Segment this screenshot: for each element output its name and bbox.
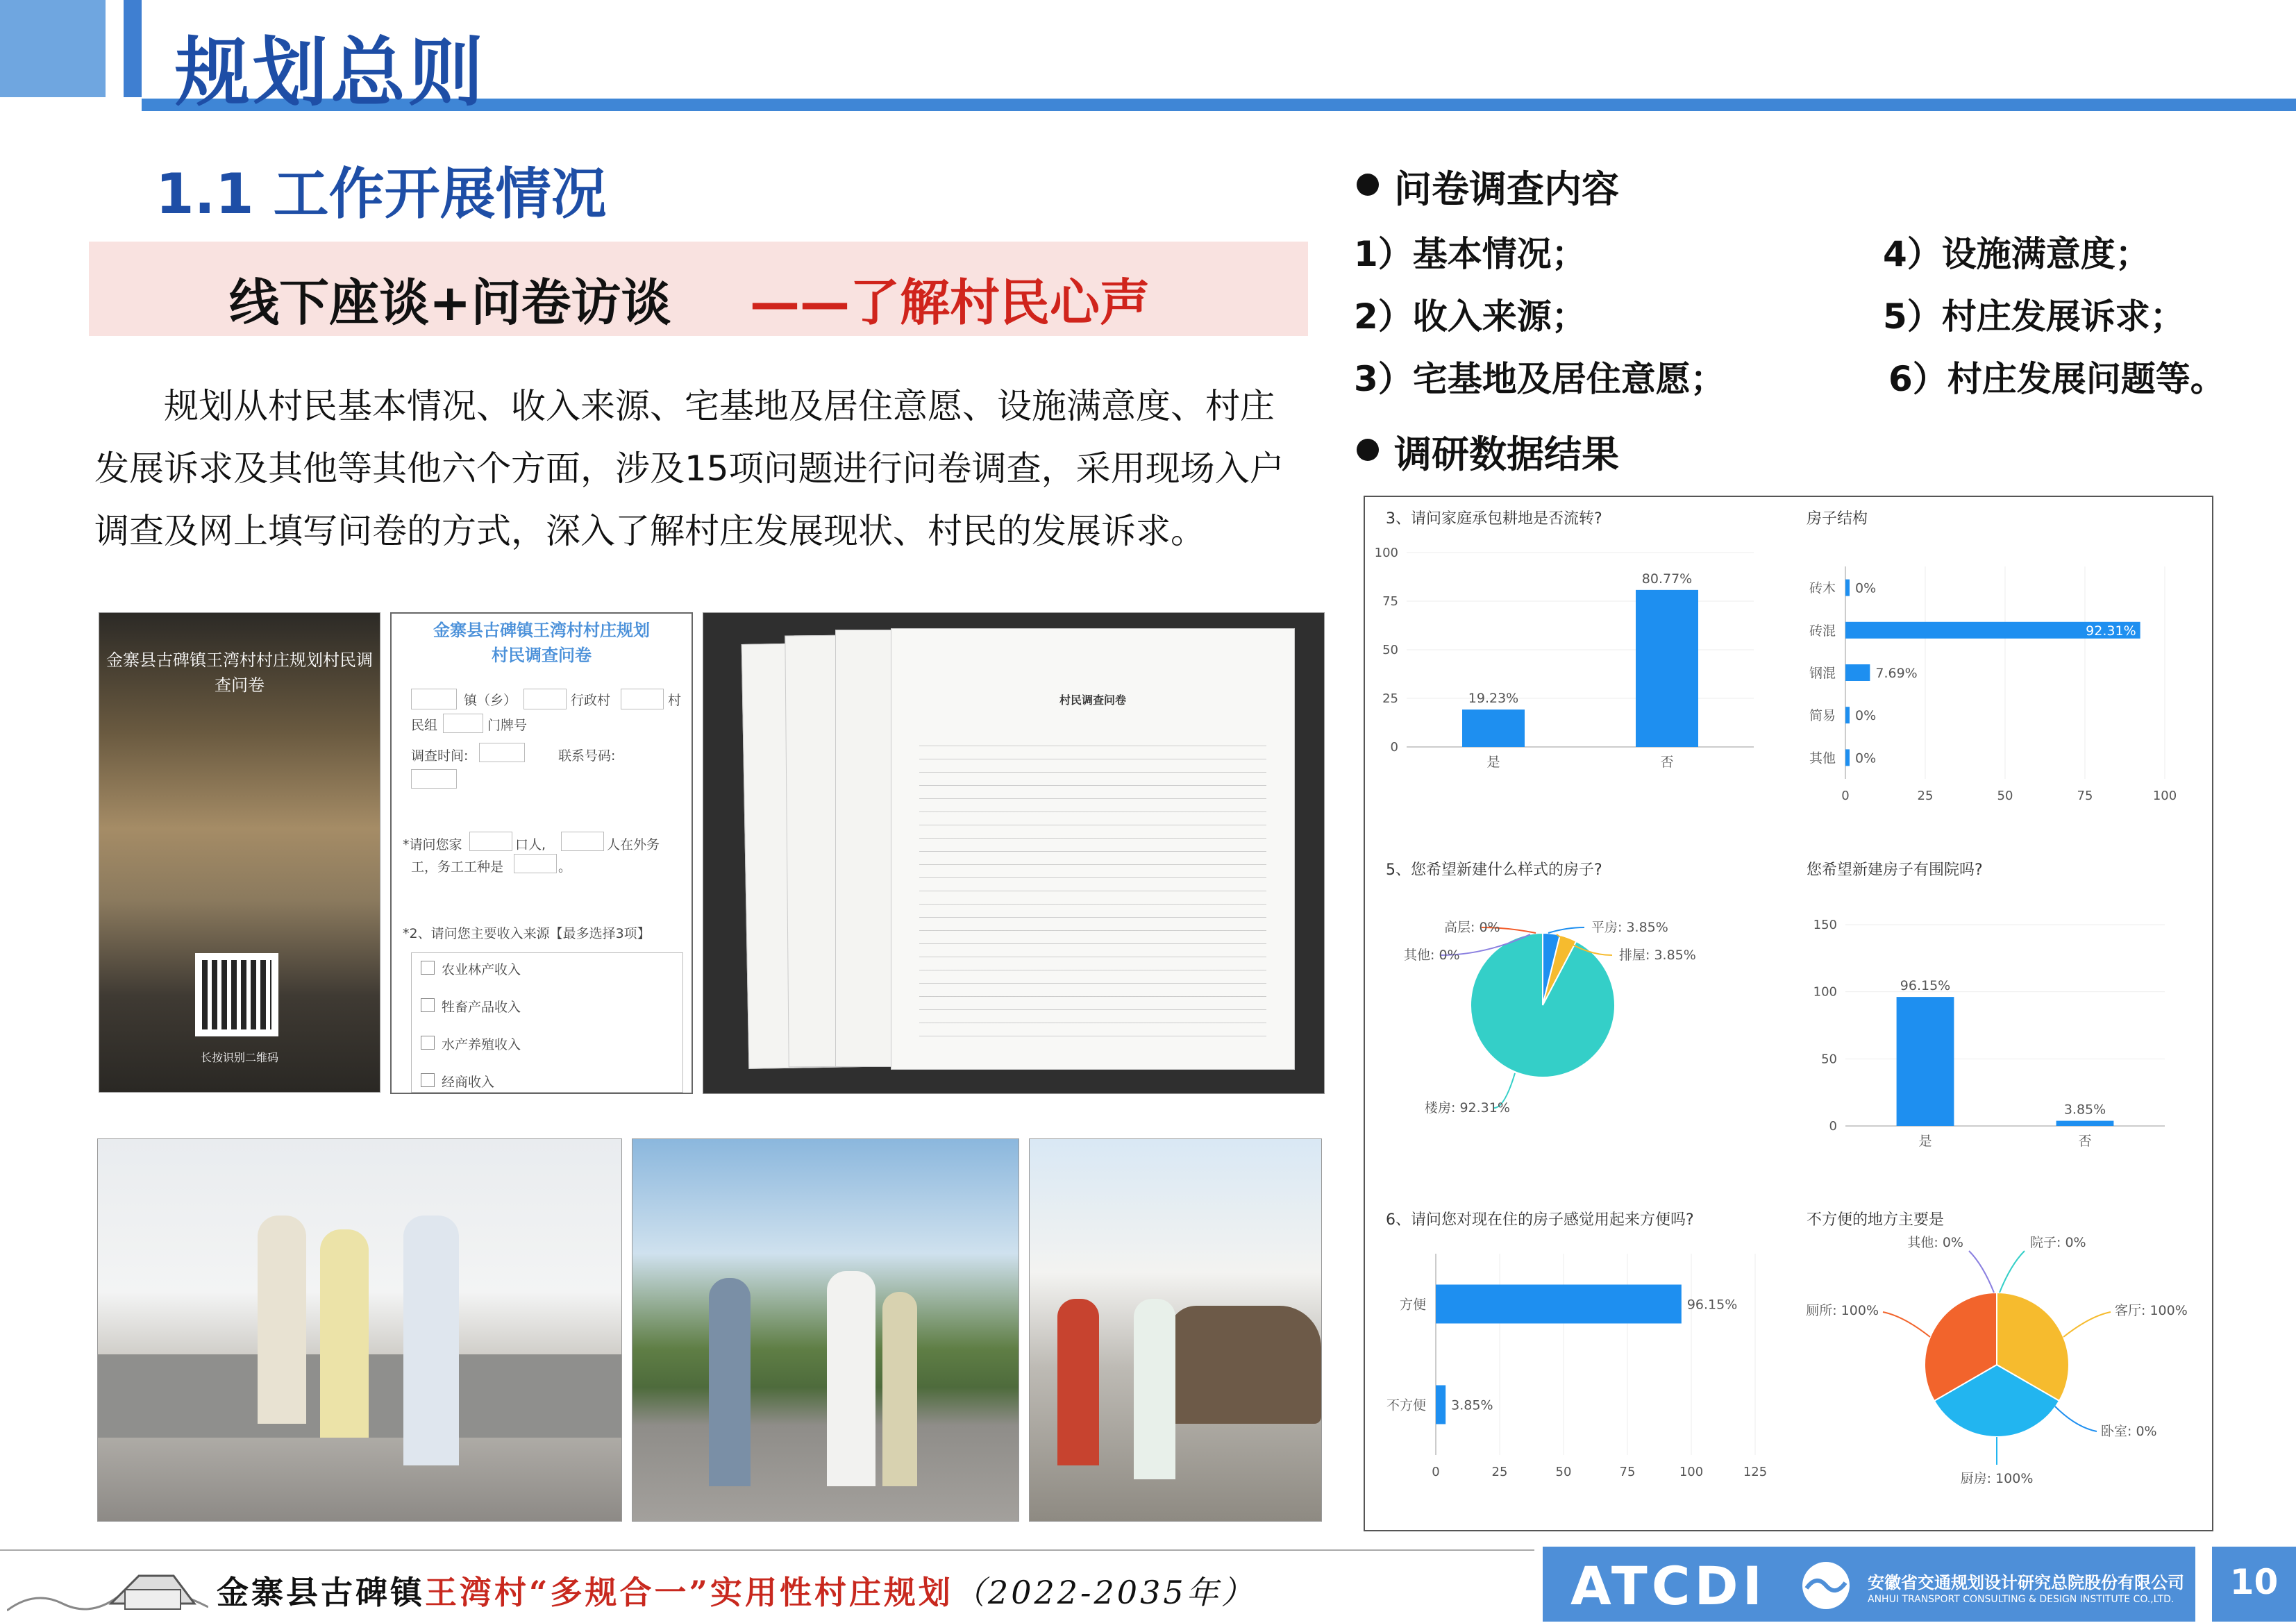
bar [1462,709,1525,747]
bar [1845,580,1850,596]
hamlet-input [621,689,664,709]
income-option: 农业林产收入 [442,962,521,977]
chart-land-transfer [1365,525,1788,851]
slice-label: 其他: 0% [1907,1235,1963,1250]
bar [1436,1285,1682,1324]
form-label: 。 [558,859,572,875]
form-label: 民组 [411,718,438,733]
form-label: 工，务工工种是 [411,859,504,875]
survey-item: 6）村庄发展问题等。 [1888,359,2225,399]
y-tick-label: 25 [1382,691,1398,706]
footer-project-title: 金寨县古碑镇王湾村“多规合一”实用性村庄规划（2022-2035年） [217,1574,1256,1611]
qr-caption: 长按识别二维码 [200,1051,278,1064]
group-input [443,714,483,733]
bullet-icon [1357,174,1379,196]
page-number: 10 [2229,1562,2279,1602]
chart-title: 房子结构 [1807,510,1868,528]
y-tick-label: 0 [1390,740,1398,755]
chart-house-structure [1788,525,2212,851]
income-option: 水产养殖收入 [442,1037,521,1052]
x-tick-label: 25 [1917,789,1934,803]
chart-title: 5、您希望新建什么样式的房子? [1386,861,1602,879]
slice-label: 客厅: 100% [2115,1303,2188,1318]
y-tick-label: 75 [1382,594,1398,609]
banner-right-text: ——了解村民心声 [750,274,1150,332]
logo-mark-icon [1798,1558,1854,1613]
checkbox-icon [421,998,435,1012]
y-tick-label: 钢混 [1809,666,1836,681]
survey-item: 5）村庄发展诉求； [1883,296,2185,337]
leader-line [2055,1406,2097,1431]
form-label: 调查时间: [411,748,469,764]
data-label: 0% [1855,580,1877,596]
paper-title: 村民调查问卷 [1059,693,1126,707]
chart-title: 您希望新建房子有围院吗? [1807,861,1983,879]
people-input [469,832,512,851]
leader-line [1969,1251,1994,1293]
leader-line [2063,1312,2111,1337]
x-tick-label: 是 [1486,755,1500,770]
banner-left-text: 线下座谈+问卷访谈 [229,274,671,332]
page-title: 规划总则 [175,30,487,117]
x-tick-label: 50 [1555,1465,1572,1479]
data-label: 96.15% [1686,1297,1738,1313]
chart-courtyard [1788,879,2212,1191]
form-label: 行政村 [571,693,611,708]
bar [1436,1386,1446,1424]
chart-title: 3、请问家庭承包耕地是否流转? [1386,510,1602,528]
online-form-screenshot [390,612,693,1094]
bar [1897,997,1954,1126]
income-option: 牲畜产品收入 [442,1000,521,1015]
checkbox-icon [421,1073,435,1087]
intro-paragraph: 规划从村民基本情况、收入来源、宅基地及居住意愿、设施满意度、村庄发展诉求及其他等其他六个方面，涉及15项问题进行问卷调查，采用现场入户调查及网上填写问卷的方式，深入了解村庄发展现状、村民的发展诉求。 [94,386,1284,551]
field-visit-photo [632,1138,1019,1522]
phone-input [411,769,457,789]
x-tick-label: 75 [2077,789,2093,803]
header-accent-bar-dark [124,0,142,97]
y-tick-label: 100 [1374,546,1398,560]
paper-questionnaires-photo [703,612,1325,1094]
survey-charts-panel [1364,496,2213,1531]
roadside-interview-photo [1029,1138,1322,1522]
y-tick-label: 其他 [1809,750,1836,766]
qr-code-icon [195,953,278,1036]
chart-convenience [1365,1226,1788,1524]
bar [2056,1121,2114,1126]
x-tick-label: 125 [1743,1465,1768,1479]
slice-label: 平房: 3.85% [1591,920,1668,935]
checkbox-icon [421,1036,435,1050]
survey-item: 3）宅基地及居住意愿； [1354,359,1725,399]
data-label: 7.69% [1875,666,1918,681]
data-label: 3.85% [1451,1397,1493,1413]
y-tick-label: 方便 [1399,1297,1426,1313]
income-option: 经商收入 [442,1075,495,1090]
y-tick-label: 50 [1821,1052,1837,1067]
date-input [479,743,525,762]
results-heading: 调研数据结果 [1394,432,1619,476]
slice-label: 院子: 0% [2030,1235,2086,1250]
y-tick-label: 砖混 [1809,623,1836,639]
poster-title: 金寨县古碑镇王湾村村庄规划村民调查问卷 [106,650,373,695]
slice-label: 卧室: 0% [2101,1424,2157,1439]
x-tick-label: 100 [1679,1465,1704,1479]
data-label: 3.85% [2063,1102,2106,1118]
y-tick-label: 0 [1829,1119,1837,1134]
y-tick-label: 砖木 [1809,580,1836,596]
job-input [514,854,557,873]
chart-title: 6、请问您对现在住的房子感觉用起来方便吗? [1386,1211,1694,1229]
x-tick-label: 50 [1997,789,2013,803]
poster-photo [99,612,380,1093]
section-title: 1.1 工作开展情况 [156,162,607,226]
village-input [523,689,567,709]
leader-line [2000,1251,2025,1293]
form-label: 人在外务 [607,837,660,852]
x-tick-label: 否 [1660,755,1674,770]
bar [1845,749,1850,766]
pie-slice [1470,933,1615,1077]
data-label: 80.77% [1641,571,1693,587]
slice-label: 其他: 0% [1404,948,1460,963]
x-tick-label: 否 [2078,1134,2092,1149]
y-tick-label: 150 [1813,918,1837,932]
form-label: 口人, [515,837,546,852]
form-question: *2、请问您主要收入来源【最多选择3项】 [403,926,651,941]
x-tick-label: 100 [2152,789,2177,803]
form-label: 镇（乡） [464,693,517,708]
meeting-photo [97,1138,622,1522]
survey-item: 1）基本情况； [1354,234,1586,274]
leader-line [1548,927,1584,933]
company-logo: ATCDI [1570,1555,1766,1617]
form-question: *请问您家 [403,837,462,852]
y-tick-label: 100 [1813,984,1837,1000]
town-input [411,689,457,709]
company-name-cn: 安徽省交通规划设计研究总院股份有限公司 [1868,1573,2184,1592]
slice-label: 排屋: 3.85% [1619,948,1696,963]
header-accent-gap [106,0,124,97]
survey-item: 4）设施满意度； [1883,234,2150,274]
bar [1845,664,1870,681]
chart-title: 不方便的地方主要是 [1807,1211,1945,1229]
x-tick-label: 75 [1619,1465,1636,1479]
data-label: 0% [1855,750,1877,766]
footer-rule [0,1549,1534,1551]
y-tick-label: 简易 [1809,708,1836,724]
company-name-en: ANHUI TRANSPORT CONSULTING & DESIGN INSTITUTE CO.,LTD. [1868,1594,2175,1605]
slice-label: 楼房: 92.31% [1425,1100,1510,1116]
slice-label: 厕所: 100% [1806,1303,1879,1318]
bar [1636,590,1698,747]
x-tick-label: 0 [1432,1465,1440,1479]
form-label: 村 [668,693,682,708]
survey-heading: 问卷调查内容 [1394,167,1619,211]
header-accent-bar [0,0,106,97]
survey-item: 2）收入来源； [1354,296,1586,337]
chart-inconvenience-pie [1788,1226,2212,1524]
y-tick-label: 不方便 [1386,1397,1426,1413]
data-label: 96.15% [1900,978,1951,994]
slice-label: 厨房: 100% [1960,1471,2034,1486]
data-label: 92.31% [2086,623,2136,639]
workers-input [561,832,604,851]
x-tick-label: 25 [1491,1465,1508,1479]
leader-line [1883,1312,1930,1337]
bar [1845,707,1850,723]
x-tick-label: 是 [1918,1134,1932,1149]
form-label: 联系号码: [558,748,616,764]
y-tick-label: 50 [1382,643,1398,657]
data-label: 0% [1855,708,1877,724]
bullet-icon [1357,439,1379,461]
checkbox-icon [421,961,435,975]
form-title: 金寨县古碑镇王湾村村庄规划村民调查问卷 [433,621,650,665]
village-sketch-icon [7,1548,208,1617]
x-tick-label: 0 [1841,789,1850,803]
slice-label: 高层: 0% [1444,920,1500,935]
chart-house-style-pie [1365,879,1788,1191]
form-label: 门牌号 [487,718,528,733]
data-label: 19.23% [1468,691,1519,707]
